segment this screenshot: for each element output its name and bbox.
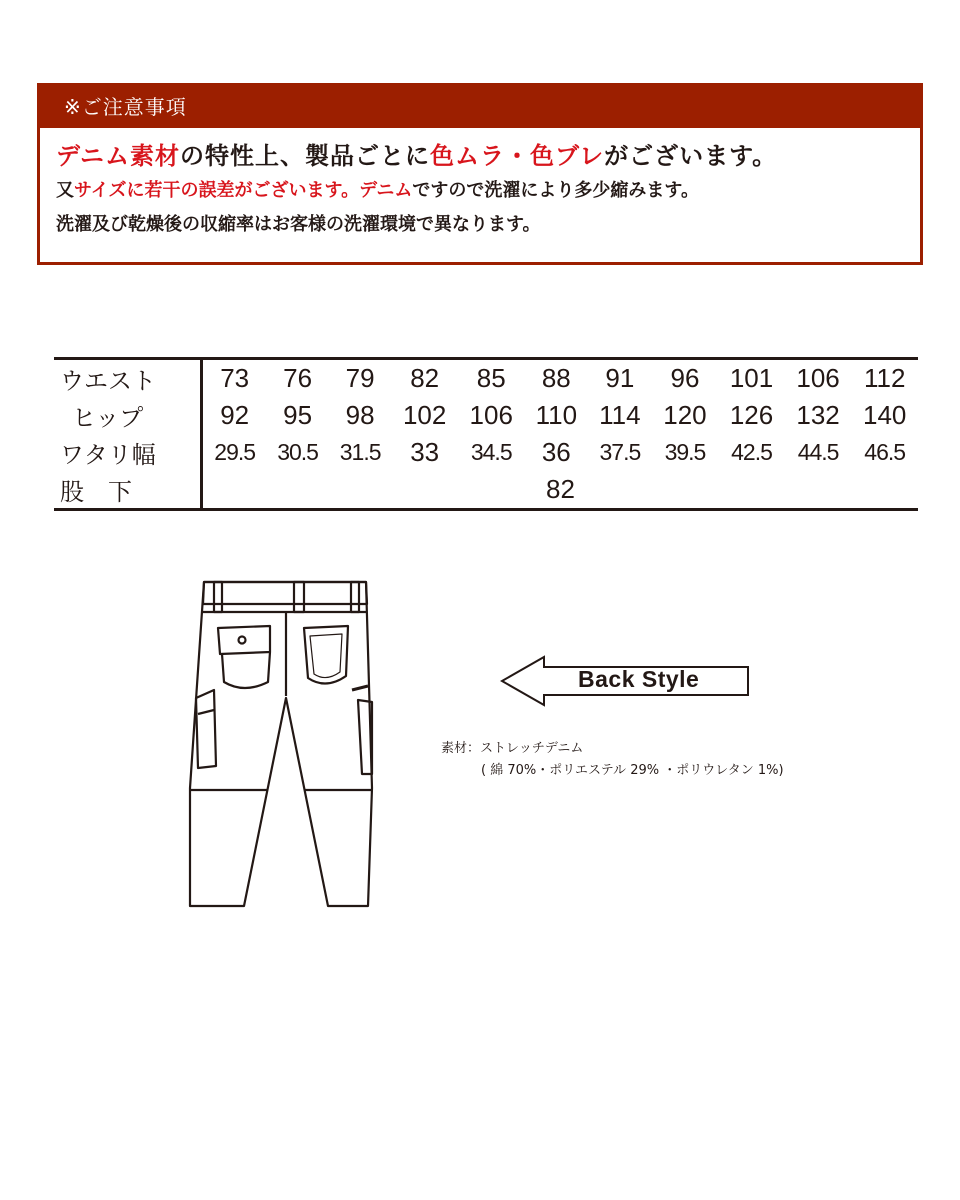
table-cell: 33 — [410, 437, 440, 467]
table-cell: 31.5 — [339, 439, 381, 465]
table-cell: 106 — [469, 400, 513, 430]
table-cell: 88 — [525, 359, 589, 398]
table-cell: 39.5 — [664, 439, 706, 465]
table-row — [54, 434, 918, 471]
size-table — [54, 357, 918, 511]
table-cell: 36 — [541, 437, 571, 467]
material-composition: ( 綿 70%・ポリエステル 29% ・ポリウレタン 1%) — [481, 763, 784, 778]
table-row — [54, 471, 918, 510]
back-style-label: Back Style — [578, 666, 700, 692]
table-cell: 44.5 — [797, 439, 839, 465]
table-cell: 102 — [402, 400, 447, 430]
table-cell: 114 — [599, 400, 641, 430]
table-cell: 85 — [458, 359, 525, 398]
notice-box — [37, 83, 923, 265]
table-row — [54, 397, 918, 434]
notice-line-2 — [56, 174, 920, 208]
table-row — [54, 359, 918, 398]
notice-line-1-b: の特性上、製品ごとに — [180, 142, 431, 170]
row-label: ヒップ — [54, 397, 202, 434]
table-cell: 112 — [851, 359, 918, 398]
table-cell: 91 — [588, 359, 652, 398]
table-cell: 30.5 — [277, 439, 318, 465]
table-cell: 95 — [283, 400, 313, 430]
notice-line-3: 洗濯及び乾燥後の収縮率はお客様の洗濯環境で異なります。 — [56, 214, 541, 235]
row-label: ワタリ幅 — [54, 434, 202, 471]
table-cell: 79 — [329, 359, 392, 398]
table-cell: 29.5 — [214, 439, 256, 465]
table-cell: 92 — [220, 400, 250, 430]
notice-body — [40, 128, 920, 242]
table-cell: 98 — [345, 400, 375, 430]
table-cell: 140 — [862, 400, 907, 430]
table-cell: 106 — [785, 359, 852, 398]
row-label: ウエスト — [54, 359, 202, 398]
table-cell: 73 — [202, 359, 267, 398]
material-name: 素材：ストレッチデニム — [441, 741, 584, 756]
table-cell: 76 — [266, 359, 329, 398]
table-cell: 126 — [729, 400, 774, 430]
table-cell: 132 — [796, 400, 840, 430]
notice-line-1 — [56, 138, 920, 174]
table-cell: 82 — [202, 471, 919, 510]
notice-line-2-b: サイズに若干の誤差がございます。デニム — [74, 180, 413, 201]
table-cell: 82 — [391, 359, 458, 398]
notice-line-1-c: 色ムラ・色ブレ — [430, 142, 605, 170]
table-cell: 96 — [652, 359, 719, 398]
pants-back-view-icon — [186, 578, 386, 910]
row-label: 股 下 — [54, 471, 202, 510]
table-cell: 42.5 — [731, 439, 772, 465]
notice-line-2-c: ですので洗濯により多少縮みます。 — [412, 180, 699, 201]
notice-line-1-a: デニム素材 — [56, 142, 181, 170]
table-cell: 46.5 — [864, 439, 906, 465]
notice-title: ※ご注意事項 — [40, 86, 920, 128]
material-info — [441, 738, 784, 782]
table-cell: 110 — [535, 400, 578, 430]
notice-line-1-d: がございます。 — [604, 142, 778, 170]
table-cell: 34.5 — [470, 439, 512, 465]
table-cell: 120 — [663, 400, 707, 430]
table-cell: 37.5 — [599, 439, 641, 465]
table-cell: 101 — [718, 359, 785, 398]
notice-line-2-a: 又 — [56, 180, 74, 201]
